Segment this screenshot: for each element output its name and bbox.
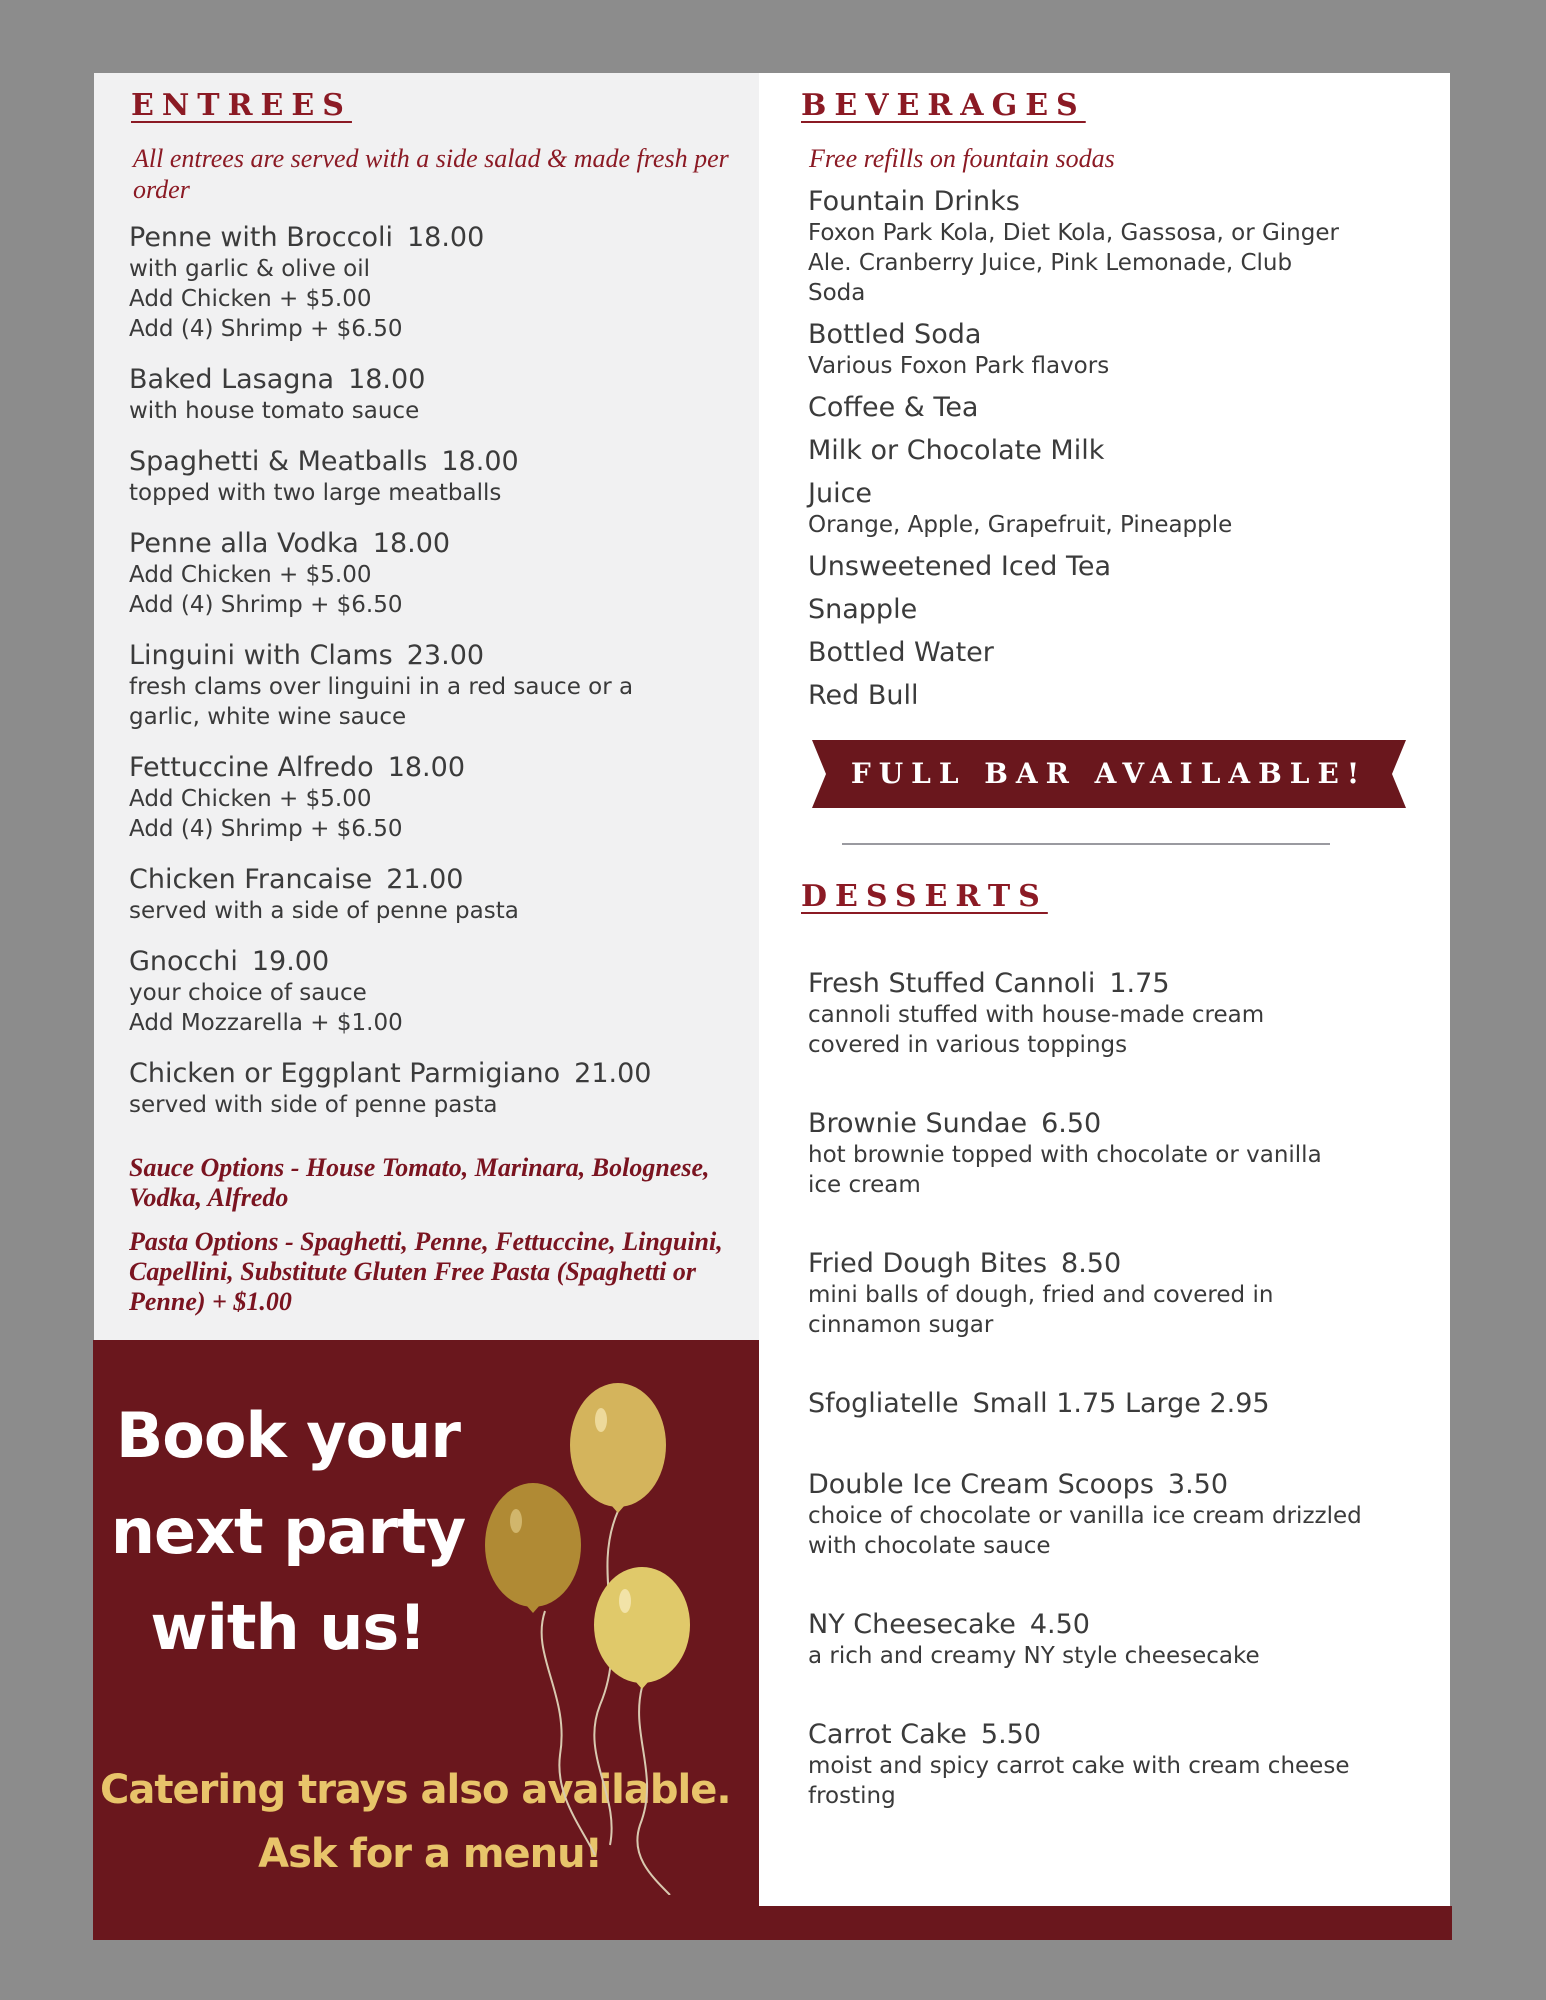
item-name-line xyxy=(129,864,749,896)
item-name: Penne with Broccoli xyxy=(129,222,393,253)
item-price: 18.00 xyxy=(372,528,451,559)
menu-item xyxy=(129,1058,749,1120)
item-name-line xyxy=(808,680,1408,712)
menu-item xyxy=(129,364,749,426)
menu-item xyxy=(808,392,1408,424)
item-name: Sfogliatelle xyxy=(808,1388,959,1419)
item-name-line xyxy=(808,1108,1428,1140)
menu-item xyxy=(129,446,749,508)
item-price: 18.00 xyxy=(441,446,519,477)
item-name-line xyxy=(808,968,1428,1000)
item-description: cinnamon sugar xyxy=(808,1312,994,1338)
item-price: 18.00 xyxy=(406,222,485,253)
item-name: Chicken Francaise xyxy=(129,864,373,895)
promo-sub-line: Ask for a menu! xyxy=(258,1831,602,1877)
item-name-line xyxy=(129,528,749,560)
item-name: Bottled Soda xyxy=(808,319,982,350)
item-name-line xyxy=(808,319,1408,351)
item-description: Soda xyxy=(808,280,866,306)
item-name: Snapple xyxy=(808,594,918,625)
item-name-line xyxy=(129,640,749,672)
item-name-line xyxy=(808,594,1408,626)
item-name: Spaghetti & Meatballs xyxy=(129,446,428,477)
item-description: Add (4) Shrimp + $6.50 xyxy=(129,816,403,842)
item-name-line xyxy=(129,752,749,784)
menu-item xyxy=(808,1108,1428,1200)
item-description: hot brownie topped with chocolate or vanilla xyxy=(808,1142,1322,1168)
balloons-icon xyxy=(470,1375,740,1895)
item-price: 3.50 xyxy=(1167,1469,1229,1500)
item-name: Milk or Chocolate Milk xyxy=(808,435,1105,466)
item-description: ice cream xyxy=(808,1172,921,1198)
item-price: 6.50 xyxy=(1041,1108,1102,1139)
item-name-line xyxy=(808,1719,1428,1751)
menu-item xyxy=(129,528,749,620)
item-name: Fountain Drinks xyxy=(808,186,1020,217)
menu-item xyxy=(129,946,749,1038)
item-name-line xyxy=(808,637,1408,669)
item-price: 8.50 xyxy=(1061,1248,1122,1279)
item-price: Small 1.75 Large 2.95 xyxy=(972,1388,1270,1419)
promo-headline-line: next party xyxy=(110,1495,466,1568)
item-description: Foxon Park Kola, Diet Kola, Gassosa, or Ginger xyxy=(808,220,1339,246)
item-description: with chocolate sauce xyxy=(808,1533,1051,1559)
menu-item xyxy=(808,1469,1428,1561)
item-name-line xyxy=(808,1388,1428,1420)
item-name: Coffee & Tea xyxy=(808,392,979,423)
item-description: Various Foxon Park flavors xyxy=(808,353,1110,379)
item-description: frosting xyxy=(808,1783,896,1809)
item-price: 4.50 xyxy=(1029,1609,1090,1640)
item-name: Penne alla Vodka xyxy=(129,528,359,559)
menu-item xyxy=(808,1609,1428,1671)
menu-item xyxy=(808,637,1408,669)
beverages-note: Free refills on fountain sodas xyxy=(809,144,1115,173)
item-description: Add Mozzarella + $1.00 xyxy=(129,1010,403,1036)
item-description: Add (4) Shrimp + $6.50 xyxy=(129,316,403,342)
menu-item xyxy=(129,640,749,732)
item-description: Add Chicken + $5.00 xyxy=(129,786,372,812)
item-name-line xyxy=(129,946,749,978)
item-name: Baked Lasagna xyxy=(129,364,335,395)
menu-item xyxy=(808,1248,1428,1340)
item-description: Add (4) Shrimp + $6.50 xyxy=(129,592,403,618)
item-name-line xyxy=(129,1058,749,1090)
item-description: Orange, Apple, Grapefruit, Pineapple xyxy=(808,512,1233,538)
item-name: NY Cheesecake xyxy=(808,1609,1016,1640)
item-name-line xyxy=(808,1469,1428,1501)
item-name: Bottled Water xyxy=(808,637,994,668)
item-description: your choice of sauce xyxy=(129,980,367,1006)
item-name-line xyxy=(808,1609,1428,1641)
item-description: served with a side of penne pasta xyxy=(129,898,519,924)
menu-item xyxy=(808,680,1408,712)
item-name-line xyxy=(808,186,1408,218)
item-name: Carrot Cake xyxy=(808,1719,967,1750)
item-description: Add Chicken + $5.00 xyxy=(129,286,372,312)
item-name: Fettuccine Alfredo xyxy=(129,752,374,783)
menu-item xyxy=(808,1388,1428,1420)
promo-headline-line: with us! xyxy=(150,1591,426,1664)
item-description: Add Chicken + $5.00 xyxy=(129,562,372,588)
menu-item xyxy=(808,319,1408,381)
beverages-title: BEVERAGES xyxy=(801,88,1086,123)
item-name: Brownie Sundae xyxy=(808,1108,1028,1139)
sauce-options: Sauce Options - House Tomato, Marinara, Bolognese, Vodka, Alfredo xyxy=(129,1153,710,1212)
item-description: Ale. Cranberry Juice, Pink Lemonade, Club xyxy=(808,250,1293,276)
item-description: cannoli stuffed with house-made cream xyxy=(808,1002,1265,1028)
item-description: fresh clams over linguini in a red sauce or a xyxy=(129,674,634,700)
menu-item xyxy=(808,968,1428,1060)
item-name: Fresh Stuffed Cannoli xyxy=(808,968,1096,999)
item-name-line xyxy=(808,392,1408,424)
item-description: choice of chocolate or vanilla ice cream drizzled xyxy=(808,1503,1362,1529)
full-bar-banner-text: FULL BAR AVAILABLE! xyxy=(850,757,1368,790)
menu-item xyxy=(129,752,749,844)
menu-item xyxy=(808,478,1408,540)
item-name: Unsweetened Iced Tea xyxy=(808,551,1112,582)
item-description: moist and spicy carrot cake with cream cheese xyxy=(808,1753,1350,1779)
item-name-line xyxy=(808,551,1408,583)
item-description: served with side of penne pasta xyxy=(129,1092,498,1118)
promo-sub-line: Catering trays also available. xyxy=(100,1767,731,1813)
menu-item xyxy=(129,864,749,926)
item-name: Double Ice Cream Scoops xyxy=(808,1469,1154,1500)
pasta-options: Pasta Options - Spaghetti, Penne, Fettuccine, Linguini, Capellini, Substitute Gluten Free Pasta (Spaghetti or Penne) + $1.00 xyxy=(129,1227,723,1316)
menu-item xyxy=(808,594,1408,626)
menu-item xyxy=(808,551,1408,583)
menu-item xyxy=(808,435,1408,467)
item-description: with garlic & olive oil xyxy=(129,256,371,282)
item-price: 21.00 xyxy=(574,1058,652,1089)
item-name: Gnocchi xyxy=(129,946,238,977)
item-price: 23.00 xyxy=(406,640,485,671)
item-name: Juice xyxy=(808,478,873,509)
item-name: Linguini with Clams xyxy=(129,640,393,671)
promo-headline-line: Book your xyxy=(116,1399,460,1472)
menu-item xyxy=(808,1719,1428,1811)
item-price: 21.00 xyxy=(386,864,464,895)
promo-headline xyxy=(78,1388,498,1676)
desserts-list xyxy=(808,968,1428,1859)
bottom-accent-bar xyxy=(759,1906,1452,1940)
item-price: 19.00 xyxy=(251,946,330,977)
entrees-title: ENTREES xyxy=(131,88,352,123)
menu-item xyxy=(808,186,1408,308)
item-price: 18.00 xyxy=(348,364,426,395)
item-name-line xyxy=(129,364,749,396)
entrees-list xyxy=(129,222,749,1140)
item-name: Red Bull xyxy=(808,680,919,711)
item-description: a rich and creamy NY style cheesecake xyxy=(808,1643,1260,1669)
item-name-line xyxy=(808,478,1408,510)
item-name-line xyxy=(808,435,1408,467)
item-name-line xyxy=(129,446,749,478)
item-description: topped with two large meatballs xyxy=(129,480,502,506)
item-description: garlic, white wine sauce xyxy=(129,704,407,730)
desserts-title: DESSERTS xyxy=(801,879,1048,914)
item-name-line xyxy=(129,222,749,254)
menu-item xyxy=(129,222,749,344)
item-name: Fried Dough Bites xyxy=(808,1248,1048,1279)
item-name-line xyxy=(808,1248,1428,1280)
entrees-note: All entrees are served with a side salad & made fresh per order xyxy=(133,144,729,204)
item-price: 5.50 xyxy=(980,1719,1042,1750)
item-description: covered in various toppings xyxy=(808,1032,1128,1058)
section-divider xyxy=(842,843,1330,845)
item-description: with house tomato sauce xyxy=(129,398,420,424)
item-description: mini balls of dough, fried and covered in xyxy=(808,1282,1274,1308)
item-price: 1.75 xyxy=(1109,968,1170,999)
item-name: Chicken or Eggplant Parmigiano xyxy=(129,1058,561,1089)
item-price: 18.00 xyxy=(387,752,465,783)
beverages-list xyxy=(808,186,1408,723)
